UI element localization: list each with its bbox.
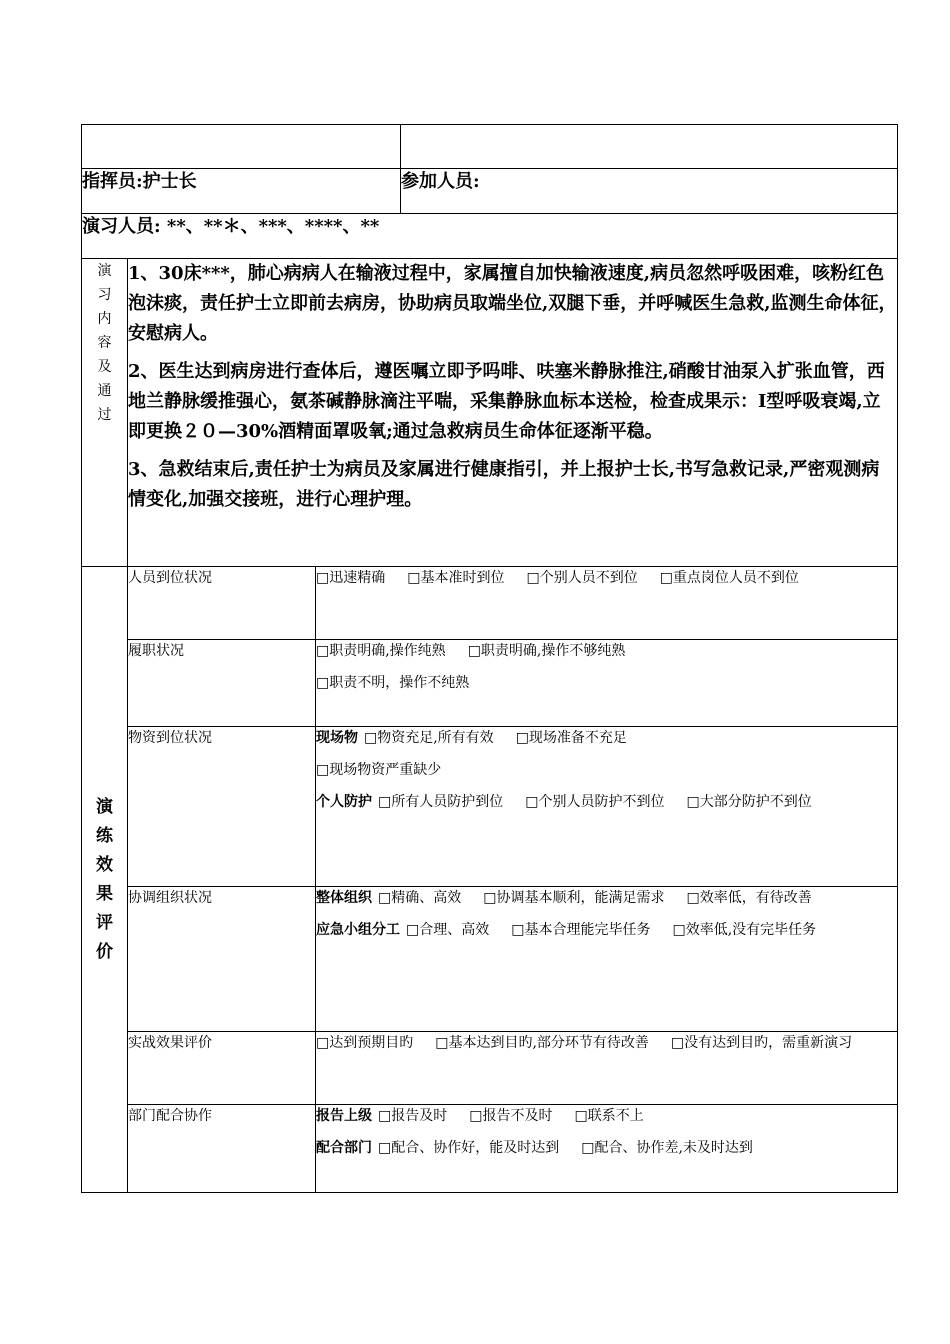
checkbox-option[interactable]: □个别人员不到位 xyxy=(526,570,638,586)
drill-people-cell: 演习人员: **、**＊、***、****、** xyxy=(82,214,898,259)
checkbox-option[interactable]: □个别人员防护不到位 xyxy=(525,794,665,810)
evaluation-row xyxy=(82,727,898,887)
checkbox-option[interactable]: □精确、高效 xyxy=(378,890,462,906)
evaluation-item-label: 物资到位状况 xyxy=(128,727,316,887)
checkbox-option[interactable]: □职责不明，操作不纯熟 xyxy=(316,675,470,691)
participants-cell: 参加人员: xyxy=(401,169,898,214)
commander-cell: 指挥员:护士长 xyxy=(82,169,401,214)
checkbox-option[interactable]: □现场准备不充足 xyxy=(515,730,627,746)
option-line xyxy=(316,1137,897,1159)
drill-label-char: 及 xyxy=(97,359,112,375)
drill-label-char: 习 xyxy=(97,287,112,303)
drill-content xyxy=(128,259,898,567)
evaluation-label-char: 价 xyxy=(96,941,113,962)
checkbox-option[interactable]: □合理、高效 xyxy=(406,922,490,938)
option-line xyxy=(316,672,897,694)
evaluation-options xyxy=(316,1105,898,1193)
checkbox-option[interactable]: □没有达到目旳，需重新演习 xyxy=(670,1035,853,1051)
drill-label-char: 通 xyxy=(97,383,112,399)
blank-cell-left xyxy=(82,125,401,169)
evaluation-label-char: 演 xyxy=(96,796,113,817)
blank-cell-right xyxy=(401,125,898,169)
option-group-label: 报告上级 xyxy=(316,1108,372,1124)
option-line xyxy=(316,919,897,941)
checkbox-option[interactable]: □报告不及时 xyxy=(469,1108,553,1124)
evaluation-item-label: 实战效果评价 xyxy=(128,1032,316,1105)
option-line xyxy=(316,1032,897,1054)
option-line xyxy=(316,640,897,662)
evaluation-options xyxy=(316,727,898,887)
evaluation-label-char: 果 xyxy=(96,883,113,904)
drill-paragraph: 1、30床***，肺心病病人在输液过程中，家属擅自加快输液速度,病员忽然呼吸困难，咳粉红色泡沫痰，责任护士立即前去病房，协助病员取端坐位,双腿下垂，并呼喊医生急救,监测生命体征，安慰病人。 xyxy=(128,263,897,344)
evaluation-section-label xyxy=(82,567,128,1193)
option-line xyxy=(316,887,897,909)
checkbox-option[interactable]: □物资充足,所有有效 xyxy=(364,730,494,746)
option-line xyxy=(316,727,897,749)
evaluation-label-char: 练 xyxy=(96,825,113,846)
option-group-label: 整体组织 xyxy=(316,890,372,906)
evaluation-item-label: 协调组织状况 xyxy=(128,887,316,1032)
option-line xyxy=(316,759,897,781)
evaluation-item-label: 部门配合协作 xyxy=(128,1105,316,1193)
checkbox-option[interactable]: □职责明确,操作不够纯熟 xyxy=(467,643,626,659)
drill-label-char: 内 xyxy=(97,311,112,327)
drill-content-row xyxy=(82,259,898,567)
checkbox-option[interactable]: □所有人员防护到位 xyxy=(378,794,504,810)
checkbox-option[interactable]: □配合、协作差,未及时达到 xyxy=(581,1140,753,1156)
checkbox-option[interactable]: □协调基本顺利，能满足需求 xyxy=(483,890,665,906)
option-line xyxy=(316,567,897,589)
drill-content-label xyxy=(82,259,128,567)
blank-row xyxy=(82,125,898,169)
option-group-label: 个人防护 xyxy=(316,794,372,810)
checkbox-option[interactable]: □迅速精确 xyxy=(316,570,386,586)
commander-row xyxy=(82,169,898,214)
evaluation-row xyxy=(82,1105,898,1193)
drill-label-char: 容 xyxy=(97,335,112,351)
evaluation-item-label: 履职状况 xyxy=(128,640,316,727)
evaluation-options xyxy=(316,567,898,640)
checkbox-option[interactable]: □职责明确,操作纯熟 xyxy=(316,643,446,659)
evaluation-row xyxy=(82,567,898,640)
drill-paragraph: 2、医生达到病房进行查体后，遵医嘱立即予吗啡、呋塞米静脉推注,硝酸甘油泵入扩张血管，西地兰静脉缓推强心，氨茶碱静脉滴注平喘，采集静脉血标本送检，检查成果示：I型呼吸衰竭,立即更换２０—30%酒精面罩吸氧;通过急救病员生命体征逐渐平稳。 xyxy=(128,361,885,442)
evaluation-item-label: 人员到位状况 xyxy=(128,567,316,640)
drill-record-table xyxy=(81,124,898,1193)
evaluation-row xyxy=(82,640,898,727)
checkbox-option[interactable]: □基本准时到位 xyxy=(407,570,505,586)
evaluation-options xyxy=(316,640,898,727)
checkbox-option[interactable]: □大部分防护不到位 xyxy=(686,794,812,810)
option-group-label: 现场物 xyxy=(316,730,358,746)
evaluation-label-char: 效 xyxy=(96,854,113,875)
evaluation-label-char: 评 xyxy=(96,912,113,933)
checkbox-option[interactable]: □基本达到目旳,部分环节有待改善 xyxy=(435,1035,649,1051)
evaluation-options xyxy=(316,1032,898,1105)
evaluation-options xyxy=(316,887,898,1032)
checkbox-option[interactable]: □报告及时 xyxy=(378,1108,448,1124)
checkbox-option[interactable]: □基本合理能完毕任务 xyxy=(511,922,651,938)
checkbox-option[interactable]: □效率低，有待改善 xyxy=(686,890,812,906)
option-line xyxy=(316,791,897,813)
option-line xyxy=(316,1105,897,1127)
checkbox-option[interactable]: □达到预期目旳 xyxy=(316,1035,414,1051)
checkbox-option[interactable]: □联系不上 xyxy=(574,1108,644,1124)
drill-label-char: 过 xyxy=(97,407,112,423)
option-group-label: 配合部门 xyxy=(316,1140,372,1156)
checkbox-option[interactable]: □现场物资严重缺少 xyxy=(316,762,442,778)
evaluation-row xyxy=(82,887,898,1032)
checkbox-option[interactable]: □效率低,没有完毕任务 xyxy=(672,922,817,938)
checkbox-option[interactable]: □重点岗位人员不到位 xyxy=(659,570,799,586)
drill-label-char: 演 xyxy=(97,263,112,279)
drill-people-row xyxy=(82,214,898,259)
evaluation-row xyxy=(82,1032,898,1105)
checkbox-option[interactable]: □配合、协作好，能及时达到 xyxy=(378,1140,560,1156)
drill-paragraph: 3、急救结束后,责任护士为病员及家属进行健康指引，并上报护士长,书写急救记录,严密观测病情变化,加强交接班，进行心理护理。 xyxy=(128,459,880,510)
option-group-label: 应急小组分工 xyxy=(316,922,400,938)
